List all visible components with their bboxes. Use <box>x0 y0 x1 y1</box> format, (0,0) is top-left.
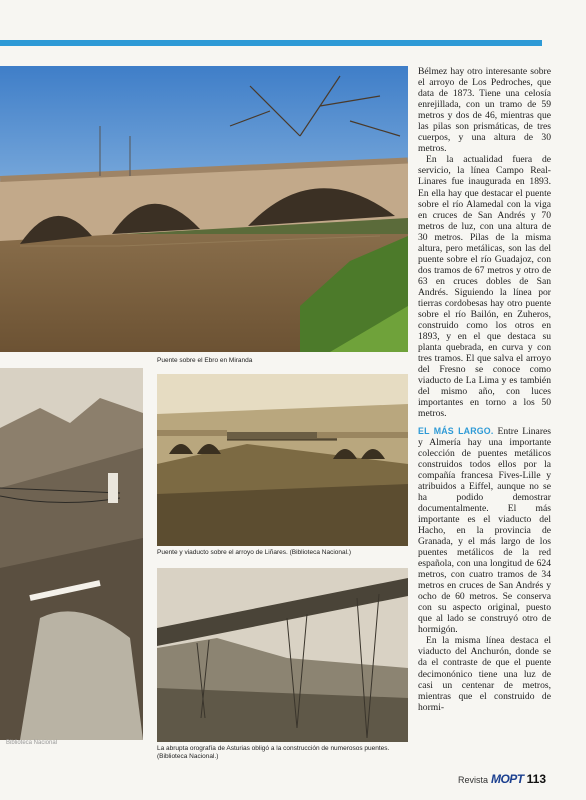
article-text <box>418 66 551 713</box>
photo-asturias-viaduct <box>157 568 408 742</box>
page-number: 113 <box>526 772 546 786</box>
mountain-footbridge-image <box>0 368 143 740</box>
photo-linares-viaduct <box>157 374 408 546</box>
article-paragraph-2: En la actualidad fuera de servicio, la línea Campo Real-Linares fue inaugurada en 1893. En ella hay que destacar el puente sobre el río Alamedal con la viga en cruces de San Andrés y 70 metros de luz, con una altura de 30 metros. Pilas de la misma altura, pero metálicas, son las del puente sobre el río Guadajoz, con dos tramos de 67 metros y otro de 63 en cruces dobles de San Andrés. Siguiendo la línea por tierras cordobesas hay otro puente sobre el río Bailón, en Zuheros, construido como los otros en 1893, y en el que destaca su planta quebrada, en curva y con tres tramos. El que salva el arroyo del Fresno se conoce como viaducto de La Lima y es también del mismo año, con luces importantes en torno a los 50 metros. <box>418 154 551 420</box>
article-paragraph-1: Bélmez hay otro interesante sobre el arroyo de Los Pedroches, que data de 1873. Tiene una celosía enrejillada, con un tramo de 59 metros y dos de 46, mientras que las pilas son prismáticas, de tres cuerpos, y una altura de 30 metros. <box>418 66 551 155</box>
article-paragraph-3-text: Entre Linares y Almería hay una importante colección de puentes metálicos construidos todos ellos por la compañía francesa Fives-Lille y atribuidos a Eiffel, aunque no se ha podido demostrar documentalmente. El más importante es el viaducto del Hacho, en la provincia de Granada, y el más largo de los puentes metálicos de la red española, con una longitud de 624 metros, con cuatro tramos de 34 metros en cruces de San Andrés y ocho de 60 metros. Se conserva con su aspecto original, puesto que al lado se construyó otro de hormigón. <box>418 425 552 636</box>
page-footer <box>458 770 546 788</box>
photo-ebro-bridge <box>0 66 408 352</box>
footer-revista: Revista <box>457 775 488 785</box>
section-subhead: EL MÁS LARGO. <box>418 425 494 436</box>
asturias-viaduct-image <box>157 568 408 742</box>
caption-asturias: La abrupta orografía de Asturias obligó a la construcción de numerosos puentes. (Biblioteca Nacional.) <box>157 745 390 760</box>
footer-brand: MOPT <box>490 772 524 786</box>
ebro-bridge-image <box>0 66 408 352</box>
linares-viaduct-image <box>157 374 408 546</box>
header-accent-rule <box>0 40 542 46</box>
caption-linares: Puente y viaducto sobre el arroyo de Liñares. (Biblioteca Nacional.) <box>157 549 352 556</box>
margin-note: Biblioteca Nacional <box>6 740 58 746</box>
article-paragraph-4: En la misma línea destaca el viaducto del Anchurón, donde se da el contraste de que el puente decimonónico tiene una luz de casi un centenar de metros, mientras que el construido de hormi- <box>418 635 551 713</box>
article-paragraph-3 <box>418 426 551 636</box>
caption-ebro: Puente sobre el Ebro en Miranda <box>157 357 253 364</box>
photo-mountain-footbridge <box>0 368 143 740</box>
